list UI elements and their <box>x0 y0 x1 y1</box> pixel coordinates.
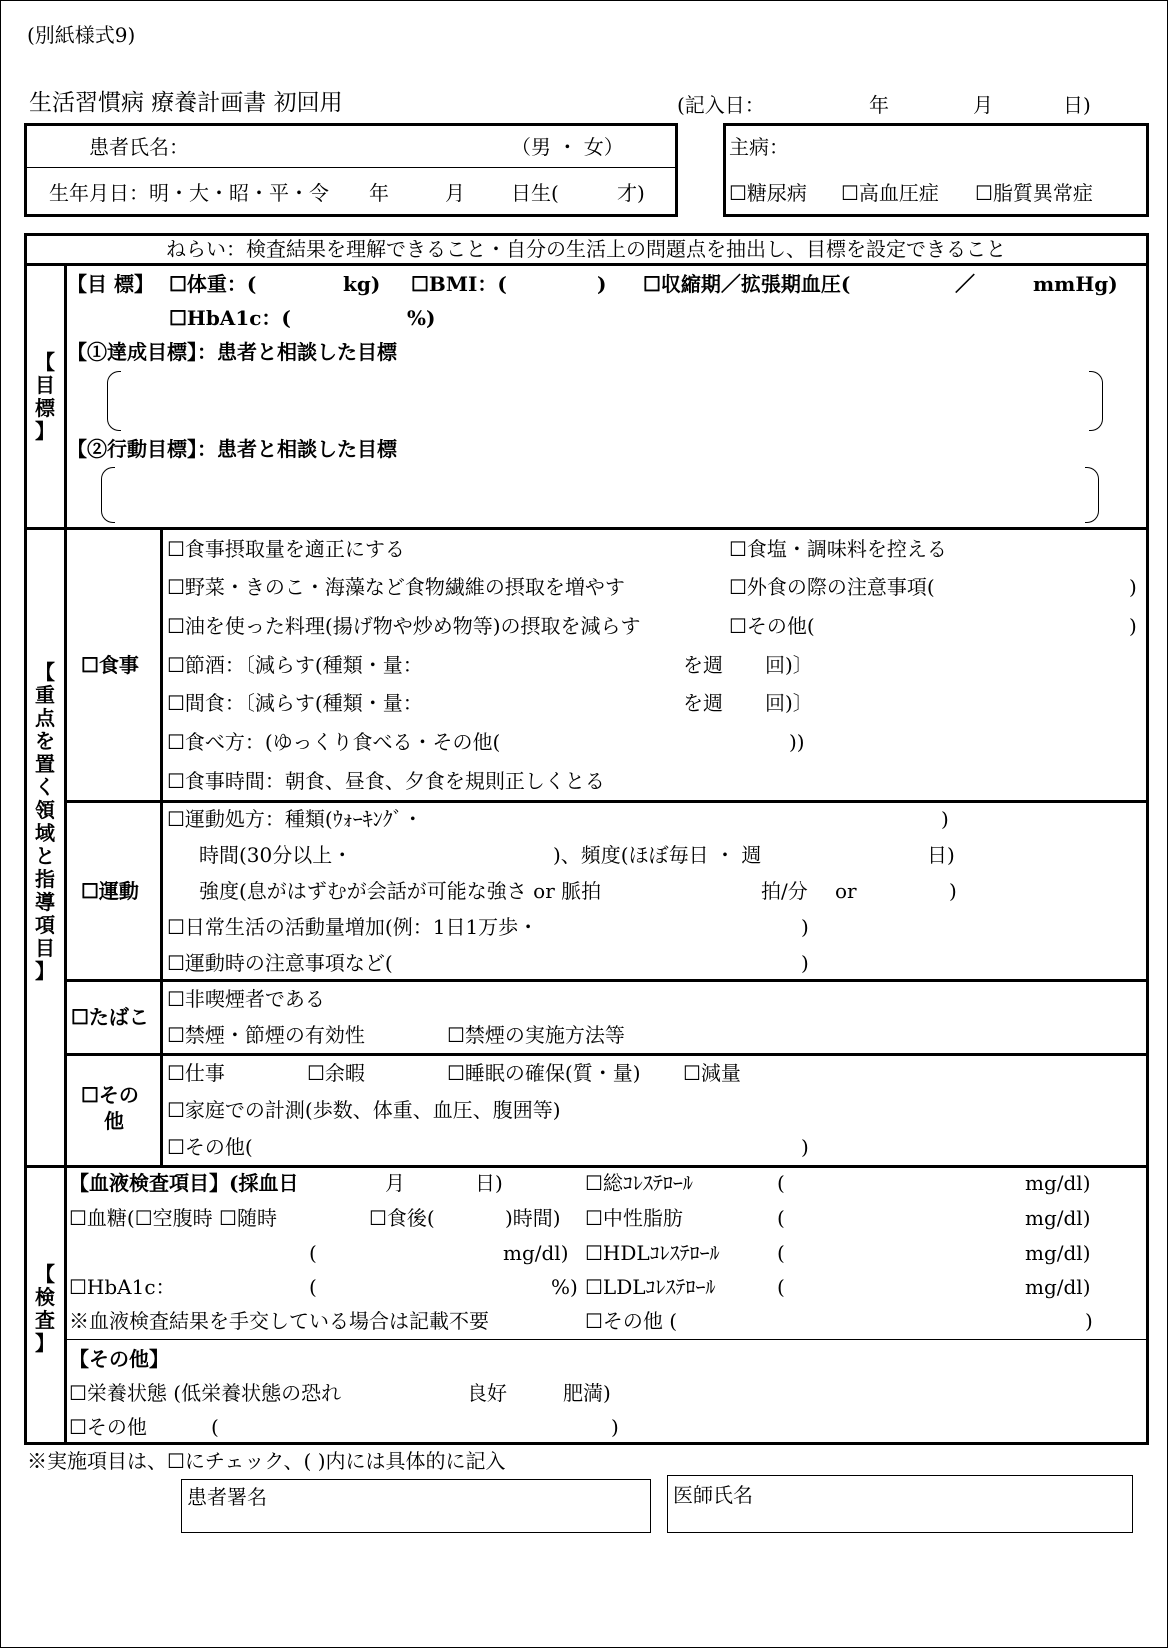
exam-hba1c[interactable]: ☐HbA1c： <box>69 1275 176 1299</box>
action-bracket-right <box>1085 467 1099 523</box>
diet-item-mealtime[interactable]: ☐食事時間：朝食、昼食、夕食を規則正しくとる <box>167 769 605 793</box>
achieve-bracket-right <box>1089 371 1103 431</box>
birth-day: 日生( <box>511 181 559 205</box>
exam-triglyceride[interactable]: ☐中性脂肪 <box>585 1206 683 1230</box>
exam-tg-unit: mg/dl) <box>1025 1206 1091 1230</box>
alcohol-times: 回)〕 <box>765 653 813 677</box>
tobacco-divider <box>64 1053 1146 1056</box>
goal-bmi[interactable]: ☐BMI：( <box>411 272 507 296</box>
exercise-caution-close: ) <box>801 951 809 975</box>
exam-blood-sugar[interactable]: ☐血糖(☐空腹時 ☐随時 <box>69 1206 277 1230</box>
exam-tc-unit: mg/dl) <box>1025 1171 1091 1195</box>
birth-month: 月 <box>445 181 465 205</box>
exam-hba1c-unit: %) <box>551 1275 578 1299</box>
action-goal-label: 【②行動目標】：患者と相談した目標 <box>67 437 397 461</box>
other-label-top[interactable]: ☐その <box>81 1083 139 1107</box>
goals-divider <box>27 527 1146 530</box>
disease-hypertension[interactable]: ☐高血圧症 <box>841 181 939 205</box>
tobacco-effectiveness[interactable]: ☐禁煙・節煙の有効性 <box>167 1023 365 1047</box>
achieve-goal-label: 【①達成目標】：患者と相談した目標 <box>67 340 397 364</box>
exam-hours: )時間) <box>505 1206 561 1230</box>
diet-item-1[interactable]: ☐食事摂取量を適正にする <box>167 537 405 561</box>
tobacco-nonsmoker[interactable]: ☐非喫煙者である <box>167 987 325 1011</box>
focus-label-column-line <box>160 527 163 1165</box>
exercise-frequency: )、頻度(ほぼ毎日 ・ 週 <box>553 843 762 867</box>
doctor-signature-label: 医師氏名 <box>673 1483 753 1507</box>
exam-other-close: ) <box>1085 1309 1093 1333</box>
exam-ldl-open: ( <box>777 1275 785 1299</box>
misc-other-close: ) <box>611 1415 619 1439</box>
exercise-pulse-unit: 拍/分 <box>761 879 808 903</box>
age: 才) <box>617 181 645 205</box>
entry-date-year: 年 <box>869 93 889 117</box>
exam-ldl-unit: mg/dl) <box>1025 1275 1091 1299</box>
diet-item-alcohol[interactable]: ☐節酒：〔減らす(種類・量： <box>167 653 423 677</box>
diet-right-salt[interactable]: ☐食塩・調味料を控える <box>729 537 947 561</box>
exam-ldl[interactable]: ☐LDLｺﾚｽﾃﾛｰﾙ <box>585 1275 716 1299</box>
diet-item-3[interactable]: ☐油を使った料理(揚げ物や炒め物等)の摂取を減らす <box>167 614 641 638</box>
misc-other[interactable]: ☐その他 <box>69 1415 147 1439</box>
other-work[interactable]: ☐仕事 <box>167 1061 225 1085</box>
aim-text: ねらい：検査結果を理解できること・自分の生活上の問題点を抽出し、目標を設定できること <box>166 237 1006 261</box>
exam-hdl-open: ( <box>777 1241 785 1265</box>
disease-diabetes[interactable]: ☐糖尿病 <box>729 181 807 205</box>
diet-right-other-close: ) <box>1129 614 1137 638</box>
tobacco-label[interactable]: ☐たばこ <box>71 1005 149 1029</box>
page-title: 生活習慣病 療養計画書 初回用 <box>29 90 343 116</box>
other-sleep[interactable]: ☐睡眠の確保(質・量) <box>447 1061 641 1085</box>
goal-hba1c-unit: %) <box>407 306 436 330</box>
diet-item-2[interactable]: ☐野菜・きのこ・海藻など食物繊維の摂取を増やす <box>167 575 625 599</box>
exam-hba1c-open: ( <box>309 1275 317 1299</box>
goal-bp-slash: ／ <box>955 272 975 296</box>
eating-close: )) <box>789 730 805 754</box>
exercise-activity-close: ) <box>801 915 809 939</box>
misc-other-open: ( <box>211 1415 219 1439</box>
exam-total-cholesterol[interactable]: ☐総ｺﾚｽﾃﾛｰﾙ <box>585 1171 693 1195</box>
goal-bp-unit: mmHg) <box>1033 272 1118 296</box>
exercise-divider <box>64 979 1146 982</box>
other-home-measure[interactable]: ☐家庭での計測(歩数、体重、血圧、腹囲等) <box>167 1098 561 1122</box>
other-misc[interactable]: ☐その他( <box>167 1135 253 1159</box>
goals-side-label: 【 目 標 】 <box>35 350 55 443</box>
action-bracket-left <box>101 467 115 523</box>
goal-bmi-close: ) <box>597 272 607 296</box>
exam-other[interactable]: ☐その他 ( <box>585 1309 678 1333</box>
other-leisure[interactable]: ☐余暇 <box>307 1061 365 1085</box>
exam-hdl[interactable]: ☐HDLｺﾚｽﾃﾛｰﾙ <box>585 1241 720 1265</box>
diet-item-eating[interactable]: ☐食べ方：(ゆっくり食べる・その他( <box>167 730 501 754</box>
misc-good: 良好 <box>467 1381 507 1405</box>
disease-label: 主病： <box>729 135 789 159</box>
goal-weight[interactable]: ☐体重：( <box>169 272 257 296</box>
exercise-type-close: ) <box>941 807 949 831</box>
other-weight-loss[interactable]: ☐減量 <box>683 1061 741 1085</box>
patient-divider <box>27 167 675 168</box>
form-number: (別紙様式9) <box>27 23 136 47</box>
entry-date-month: 月 <box>973 93 993 117</box>
exam-hdl-unit: mg/dl) <box>1025 1241 1091 1265</box>
exercise-intensity-close: ) <box>949 879 957 903</box>
diet-item-snack[interactable]: ☐間食：〔減らす(種類・量： <box>167 691 423 715</box>
exercise-or: or <box>835 879 857 903</box>
birth-year: 年 <box>369 181 389 205</box>
exam-header: 【血液検査項目】(採血日 <box>69 1171 299 1195</box>
goal-bp[interactable]: ☐収縮期／拡張期血圧( <box>643 272 851 296</box>
exam-sugar-open: ( <box>309 1241 317 1265</box>
goal-weight-unit: kg) <box>343 272 381 296</box>
alcohol-per-week: を週 <box>683 653 723 677</box>
other-misc-close: ) <box>801 1135 809 1159</box>
misc-header: 【その他】 <box>69 1347 169 1371</box>
diet-right-other[interactable]: ☐その他( <box>729 614 815 638</box>
patient-name-label: 患者氏名： <box>89 135 189 159</box>
exam-after-meal[interactable]: ☐食後( <box>369 1206 435 1230</box>
footnote: ※実施項目は、☐にチェック、( )内には具体的に記入 <box>27 1449 506 1473</box>
focus-divider <box>27 1165 1146 1168</box>
misc-nutrition[interactable]: ☐栄養状態 (低栄養状態の恐れ <box>69 1381 342 1405</box>
exercise-item-caution[interactable]: ☐運動時の注意事項など( <box>167 951 393 975</box>
exam-day: 日) <box>475 1171 503 1195</box>
patient-signature-label: 患者署名 <box>187 1485 267 1509</box>
exam-month: 月 <box>385 1171 405 1195</box>
disease-dyslipidemia[interactable]: ☐脂質異常症 <box>975 181 1093 205</box>
exercise-item-activity[interactable]: ☐日常生活の活動量増加(例：1日1万歩・ <box>167 915 539 939</box>
snack-per-week: を週 <box>683 691 723 715</box>
exam-misc-divider <box>64 1339 1146 1340</box>
snack-times: 回)〕 <box>765 691 813 715</box>
exam-note: ※血液検査結果を手交している場合は記載不要 <box>69 1309 489 1333</box>
goals-target-label: 【目 標】 <box>67 272 154 296</box>
diet-right-eatout-close: ) <box>1129 575 1137 599</box>
exercise-item-prescription[interactable]: ☐運動処方：種類(ｳｫｰｷﾝｸﾞ・ <box>167 807 423 831</box>
exam-sugar-unit: mg/dl) <box>503 1241 569 1265</box>
exam-tc-open: ( <box>777 1171 785 1195</box>
birth-label: 生年月日：明・大・昭・平・令 <box>49 181 329 205</box>
diet-label[interactable]: ☐食事 <box>81 653 139 677</box>
entry-date-day: 日) <box>1063 93 1091 117</box>
exam-tg-open: ( <box>777 1206 785 1230</box>
other-label-bottom: 他 <box>104 1109 124 1133</box>
aim-divider <box>27 263 1146 266</box>
exercise-label[interactable]: ☐運動 <box>81 879 139 903</box>
diet-right-eatout[interactable]: ☐外食の際の注意事項( <box>729 575 935 599</box>
patient-sex: （男 ・ 女） <box>511 135 624 159</box>
diet-divider <box>64 800 1146 803</box>
misc-obese: 肥満) <box>563 1381 611 1405</box>
exercise-frequency-day: 日) <box>927 843 955 867</box>
goal-hba1c[interactable]: ☐HbA1c：( <box>169 306 291 330</box>
focus-side-label: 【 重 点 を 置 く 領 域 と 指 導 項 目 】 <box>35 660 55 983</box>
tobacco-method[interactable]: ☐禁煙の実施方法等 <box>447 1023 625 1047</box>
entry-date-label: (記入日： <box>677 93 765 117</box>
achieve-bracket-left <box>107 371 121 431</box>
exercise-time: 時間(30分以上・ <box>199 843 353 867</box>
exam-side-label: 【 検 査 】 <box>35 1262 55 1355</box>
exercise-intensity: 強度(息がはずむが会話が可能な強さ or 脈拍 <box>199 879 602 903</box>
